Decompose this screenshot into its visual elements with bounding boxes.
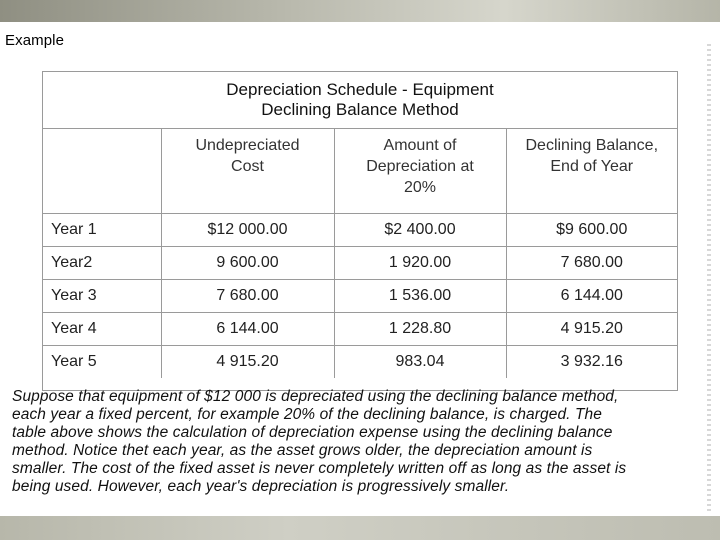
year-cell: Year 4	[43, 313, 161, 346]
depreciation-cell: 1 536.00	[334, 280, 506, 313]
balance-cell: 3 932.16	[506, 346, 677, 379]
header-depreciation-amount	[334, 129, 506, 214]
explanation-line: being used. However, each year's depreciation is progressively smaller.	[12, 478, 510, 495]
table-row	[43, 313, 677, 346]
cost-cell: 9 600.00	[161, 247, 334, 280]
table-title-line-2: Declining Balance Method	[261, 100, 459, 119]
schedule-grid	[43, 129, 677, 378]
explanation-line: table above shows the calculation of depreciation expense using the declining balance	[12, 424, 613, 441]
cost-cell: 7 680.00	[161, 280, 334, 313]
table-row	[43, 247, 677, 280]
slide-title: Example	[5, 32, 65, 49]
window-frame-bottom	[0, 516, 720, 540]
depreciation-schedule-table	[42, 71, 678, 391]
depreciation-cell: 1 920.00	[334, 247, 506, 280]
table-row	[43, 346, 677, 379]
header-text: Undepreciated	[195, 137, 300, 154]
table-title-line-1: Depreciation Schedule - Equipment	[226, 80, 494, 99]
cost-cell: $12 000.00	[161, 214, 334, 247]
window-frame-top	[0, 0, 720, 22]
header-declining-balance	[506, 129, 677, 214]
explanation-line: smaller. The cost of the fixed asset is never completely written off as long as the asset is	[12, 460, 627, 477]
slide-canvas	[0, 22, 720, 516]
header-undepreciated-cost	[161, 129, 334, 214]
header-year	[43, 129, 161, 214]
depreciation-cell: 983.04	[334, 346, 506, 379]
depreciation-cell: 1 228.80	[334, 313, 506, 346]
depreciation-cell: $2 400.00	[334, 214, 506, 247]
header-text: Depreciation at	[366, 158, 474, 175]
table-row	[43, 214, 677, 247]
explanation-line: Suppose that equipment of $12 000 is depreciated using the declining balance method,	[12, 388, 619, 405]
cost-cell: 6 144.00	[161, 313, 334, 346]
header-text: Declining Balance,	[525, 137, 659, 154]
header-text: End of Year	[550, 158, 634, 175]
year-cell: Year 5	[43, 346, 161, 379]
table-caption	[43, 72, 677, 129]
year-cell: Year 1	[43, 214, 161, 247]
table-row	[43, 280, 677, 313]
header-text: Cost	[231, 158, 264, 175]
balance-cell: 4 915.20	[506, 313, 677, 346]
balance-cell: $9 600.00	[506, 214, 677, 247]
explanation-paragraph	[12, 388, 712, 496]
balance-cell: 7 680.00	[506, 247, 677, 280]
explanation-line: each year a fixed percent, for example 20% of the declining balance, is charged. The	[12, 406, 602, 423]
year-cell: Year2	[43, 247, 161, 280]
cost-cell: 4 915.20	[161, 346, 334, 379]
year-cell: Year 3	[43, 280, 161, 313]
balance-cell: 6 144.00	[506, 280, 677, 313]
slide-edge-divider	[707, 44, 711, 514]
header-text: Amount of	[383, 137, 457, 154]
header-text: 20%	[403, 179, 437, 196]
explanation-line: method. Notice thet each year, as the asset grows older, the depreciation amount is	[12, 442, 593, 459]
header-row	[43, 129, 677, 214]
